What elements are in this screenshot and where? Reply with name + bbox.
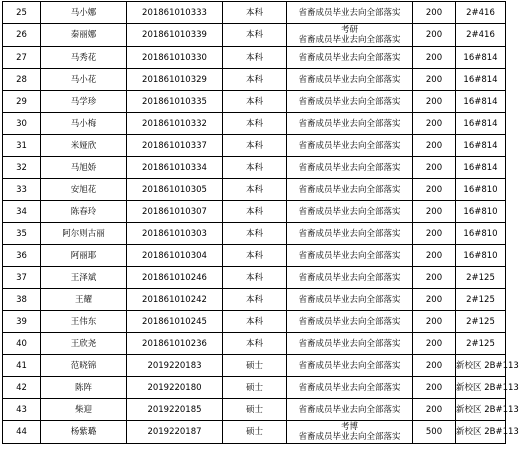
student-id-cell: 201861010339 [127, 24, 223, 47]
amount-cell: 200 [413, 47, 456, 69]
amount-cell: 200 [413, 245, 456, 267]
student-id-cell: 201861010332 [127, 113, 223, 135]
amount-cell: 200 [413, 157, 456, 179]
table-row [3, 157, 506, 179]
dormitory-cell: 新校区 2B#113 [456, 399, 506, 421]
student-id-cell: 201861010334 [127, 157, 223, 179]
degree-level-cell: 本科 [223, 223, 287, 245]
remark-line: 省畜成员毕业去向全部落实 [298, 140, 401, 151]
remark-line: 省畜成员毕业去向全部落实 [298, 382, 401, 393]
degree-level-cell: 本科 [223, 201, 287, 223]
student-name-cell: 马小娜 [41, 2, 127, 24]
remark-line: 省畜成员毕业去向全部落实 [298, 250, 401, 261]
remark-cell [287, 289, 413, 311]
row-number-cell: 33 [3, 179, 41, 201]
student-name-cell: 米娅欣 [41, 135, 127, 157]
dormitory-cell: 16#814 [456, 135, 506, 157]
remark-line: 省畜成员毕业去向全部落实 [298, 294, 401, 305]
table-row [3, 47, 506, 69]
remark-cell [287, 201, 413, 223]
dormitory-cell: 16#810 [456, 201, 506, 223]
amount-cell: 500 [413, 421, 456, 444]
table-row [3, 24, 506, 47]
amount-cell: 200 [413, 399, 456, 421]
amount-cell: 200 [413, 355, 456, 377]
student-name-cell: 马学珍 [41, 91, 127, 113]
remark-cell [287, 24, 413, 47]
student-id-cell: 201861010245 [127, 311, 223, 333]
degree-level-cell: 硕士 [223, 377, 287, 399]
degree-level-cell: 硕士 [223, 399, 287, 421]
dormitory-cell: 2#416 [456, 2, 506, 24]
remark-line: 省畜成员毕业去向全部落实 [298, 432, 401, 442]
row-number-cell: 25 [3, 2, 41, 24]
table-row [3, 113, 506, 135]
remark-line: 省畜成员毕业去向全部落实 [298, 184, 401, 195]
roster-body [3, 2, 519, 444]
degree-level-cell: 本科 [223, 2, 287, 24]
dormitory-cell: 16#814 [456, 113, 506, 135]
student-id-cell: 201861010335 [127, 91, 223, 113]
table-row [3, 2, 506, 24]
student-id-cell: 201861010242 [127, 289, 223, 311]
student-id-cell: 2019220187 [127, 421, 223, 444]
remark-cell [287, 311, 413, 333]
student-name-cell: 马秀花 [41, 47, 127, 69]
remark-cell [287, 421, 413, 444]
student-name-cell: 范晓锦 [41, 355, 127, 377]
row-number-cell: 31 [3, 135, 41, 157]
table-row [3, 91, 506, 113]
row-number-cell: 39 [3, 311, 41, 333]
student-id-cell: 2019220185 [127, 399, 223, 421]
table-row [3, 311, 506, 333]
dormitory-cell: 2#416 [456, 24, 506, 47]
table-row [3, 223, 506, 245]
degree-level-cell: 本科 [223, 47, 287, 69]
table-row [3, 377, 506, 399]
remark-line: 省畜成员毕业去向全部落实 [298, 404, 401, 415]
table-row [3, 179, 506, 201]
amount-cell: 200 [413, 91, 456, 113]
remark-cell [287, 333, 413, 355]
amount-cell: 200 [413, 377, 456, 399]
table-row [3, 69, 506, 91]
student-name-cell: 马小梅 [41, 113, 127, 135]
row-number-cell: 30 [3, 113, 41, 135]
degree-level-cell: 本科 [223, 179, 287, 201]
student-id-cell: 2019220180 [127, 377, 223, 399]
degree-level-cell: 硕士 [223, 421, 287, 444]
student-name-cell: 王泽斌 [41, 267, 127, 289]
degree-level-cell: 本科 [223, 91, 287, 113]
student-name-cell: 马小花 [41, 69, 127, 91]
degree-level-cell: 本科 [223, 311, 287, 333]
table-row [3, 289, 506, 311]
remark-line: 省畜成员毕业去向全部落实 [298, 228, 401, 239]
amount-cell: 200 [413, 333, 456, 355]
row-number-cell: 40 [3, 333, 41, 355]
student-name-cell: 王耀 [41, 289, 127, 311]
remark-cell [287, 267, 413, 289]
remark-line: 省畜成员毕业去向全部落实 [298, 272, 401, 283]
remark-cell [287, 355, 413, 377]
remark-line: 省畜成员毕业去向全部落实 [298, 35, 401, 45]
remark-line: 省畜成员毕业去向全部落实 [298, 162, 401, 173]
student-name-cell: 马旭娇 [41, 157, 127, 179]
dormitory-cell: 16#814 [456, 69, 506, 91]
remark-line: 省畜成员毕业去向全部落实 [298, 52, 401, 63]
degree-level-cell: 本科 [223, 245, 287, 267]
remark-line: 省畜成员毕业去向全部落实 [298, 96, 401, 107]
row-number-cell: 34 [3, 201, 41, 223]
amount-cell: 200 [413, 2, 456, 24]
degree-level-cell: 本科 [223, 135, 287, 157]
dormitory-cell: 16#814 [456, 91, 506, 113]
student-name-cell: 阿丽耶 [41, 245, 127, 267]
student-id-cell: 201861010330 [127, 47, 223, 69]
dormitory-cell: 16#814 [456, 157, 506, 179]
remark-line: 省畜成员毕业去向全部落实 [298, 316, 401, 327]
amount-cell: 200 [413, 24, 456, 47]
remark-cell [287, 91, 413, 113]
degree-level-cell: 本科 [223, 113, 287, 135]
row-number-cell: 29 [3, 91, 41, 113]
dormitory-cell: 16#810 [456, 179, 506, 201]
remark-cell [287, 47, 413, 69]
remark-cell [287, 2, 413, 24]
row-number-cell: 32 [3, 157, 41, 179]
student-id-cell: 201861010307 [127, 201, 223, 223]
remark-cell [287, 135, 413, 157]
amount-cell: 200 [413, 267, 456, 289]
table-row [3, 135, 506, 157]
amount-cell: 200 [413, 223, 456, 245]
table-row [3, 355, 506, 377]
remark-line: 省畜成员毕业去向全部落实 [298, 360, 401, 371]
table-row [3, 399, 506, 421]
degree-level-cell: 硕士 [223, 355, 287, 377]
student-name-cell: 陈春玲 [41, 201, 127, 223]
remark-cell [287, 69, 413, 91]
table-row [3, 245, 506, 267]
degree-level-cell: 本科 [223, 24, 287, 47]
remark-cell [287, 399, 413, 421]
student-name-cell: 安旭花 [41, 179, 127, 201]
student-name-cell: 柴迎 [41, 399, 127, 421]
table-row [3, 267, 506, 289]
student-id-cell: 201861010337 [127, 135, 223, 157]
dormitory-cell: 2#125 [456, 267, 506, 289]
amount-cell: 200 [413, 179, 456, 201]
row-number-cell: 36 [3, 245, 41, 267]
table-row [3, 421, 506, 444]
table-row [3, 333, 506, 355]
degree-level-cell: 本科 [223, 289, 287, 311]
remark-cell [287, 377, 413, 399]
degree-level-cell: 本科 [223, 69, 287, 91]
table-row [3, 201, 506, 223]
dormitory-cell: 新校区 2B#113 [456, 355, 506, 377]
row-number-cell: 38 [3, 289, 41, 311]
row-number-cell: 27 [3, 47, 41, 69]
row-number-cell: 43 [3, 399, 41, 421]
student-name-cell: 王伟东 [41, 311, 127, 333]
row-number-cell: 28 [3, 69, 41, 91]
row-number-cell: 26 [3, 24, 41, 47]
remark-line: 考博 [340, 422, 358, 432]
dormitory-cell: 2#125 [456, 333, 506, 355]
amount-cell: 200 [413, 201, 456, 223]
amount-cell: 200 [413, 69, 456, 91]
student-name-cell: 阿尔则古丽 [41, 223, 127, 245]
student-name-cell: 王欣尧 [41, 333, 127, 355]
student-id-cell: 2019220183 [127, 355, 223, 377]
dormitory-cell: 16#810 [456, 223, 506, 245]
amount-cell: 200 [413, 311, 456, 333]
remark-cell [287, 179, 413, 201]
remark-cell [287, 113, 413, 135]
dormitory-cell: 新校区 2B#113 [456, 421, 506, 444]
row-number-cell: 35 [3, 223, 41, 245]
student-name-cell: 陈阵 [41, 377, 127, 399]
degree-level-cell: 本科 [223, 157, 287, 179]
remark-cell [287, 157, 413, 179]
student-name-cell: 杨紫璐 [41, 421, 127, 444]
degree-level-cell: 本科 [223, 267, 287, 289]
remark-line: 省畜成员毕业去向全部落实 [298, 338, 401, 349]
row-number-cell: 42 [3, 377, 41, 399]
student-id-cell: 201861010303 [127, 223, 223, 245]
dormitory-cell: 2#125 [456, 289, 506, 311]
row-number-cell: 44 [3, 421, 41, 444]
remark-cell [287, 223, 413, 245]
amount-cell: 200 [413, 135, 456, 157]
row-number-cell: 41 [3, 355, 41, 377]
row-number-cell: 37 [3, 267, 41, 289]
dormitory-cell: 16#810 [456, 245, 506, 267]
student-roster-table [2, 1, 519, 444]
amount-cell: 200 [413, 289, 456, 311]
dormitory-cell: 新校区 2B#113 [456, 377, 506, 399]
dormitory-cell: 2#125 [456, 311, 506, 333]
remark-line: 省畜成员毕业去向全部落实 [298, 206, 401, 217]
dormitory-cell: 16#814 [456, 47, 506, 69]
remark-cell [287, 245, 413, 267]
student-id-cell: 201861010305 [127, 179, 223, 201]
amount-cell: 200 [413, 113, 456, 135]
student-name-cell: 秦丽娜 [41, 24, 127, 47]
remark-line: 考研 [340, 25, 358, 35]
remark-line: 省畜成员毕业去向全部落实 [298, 74, 401, 85]
remark-line: 省畜成员毕业去向全部落实 [298, 7, 401, 18]
student-id-cell: 201861010329 [127, 69, 223, 91]
student-id-cell: 201861010246 [127, 267, 223, 289]
student-id-cell: 201861010333 [127, 2, 223, 24]
student-id-cell: 201861010236 [127, 333, 223, 355]
student-id-cell: 201861010304 [127, 245, 223, 267]
degree-level-cell: 本科 [223, 333, 287, 355]
remark-line: 省畜成员毕业去向全部落实 [298, 118, 401, 129]
